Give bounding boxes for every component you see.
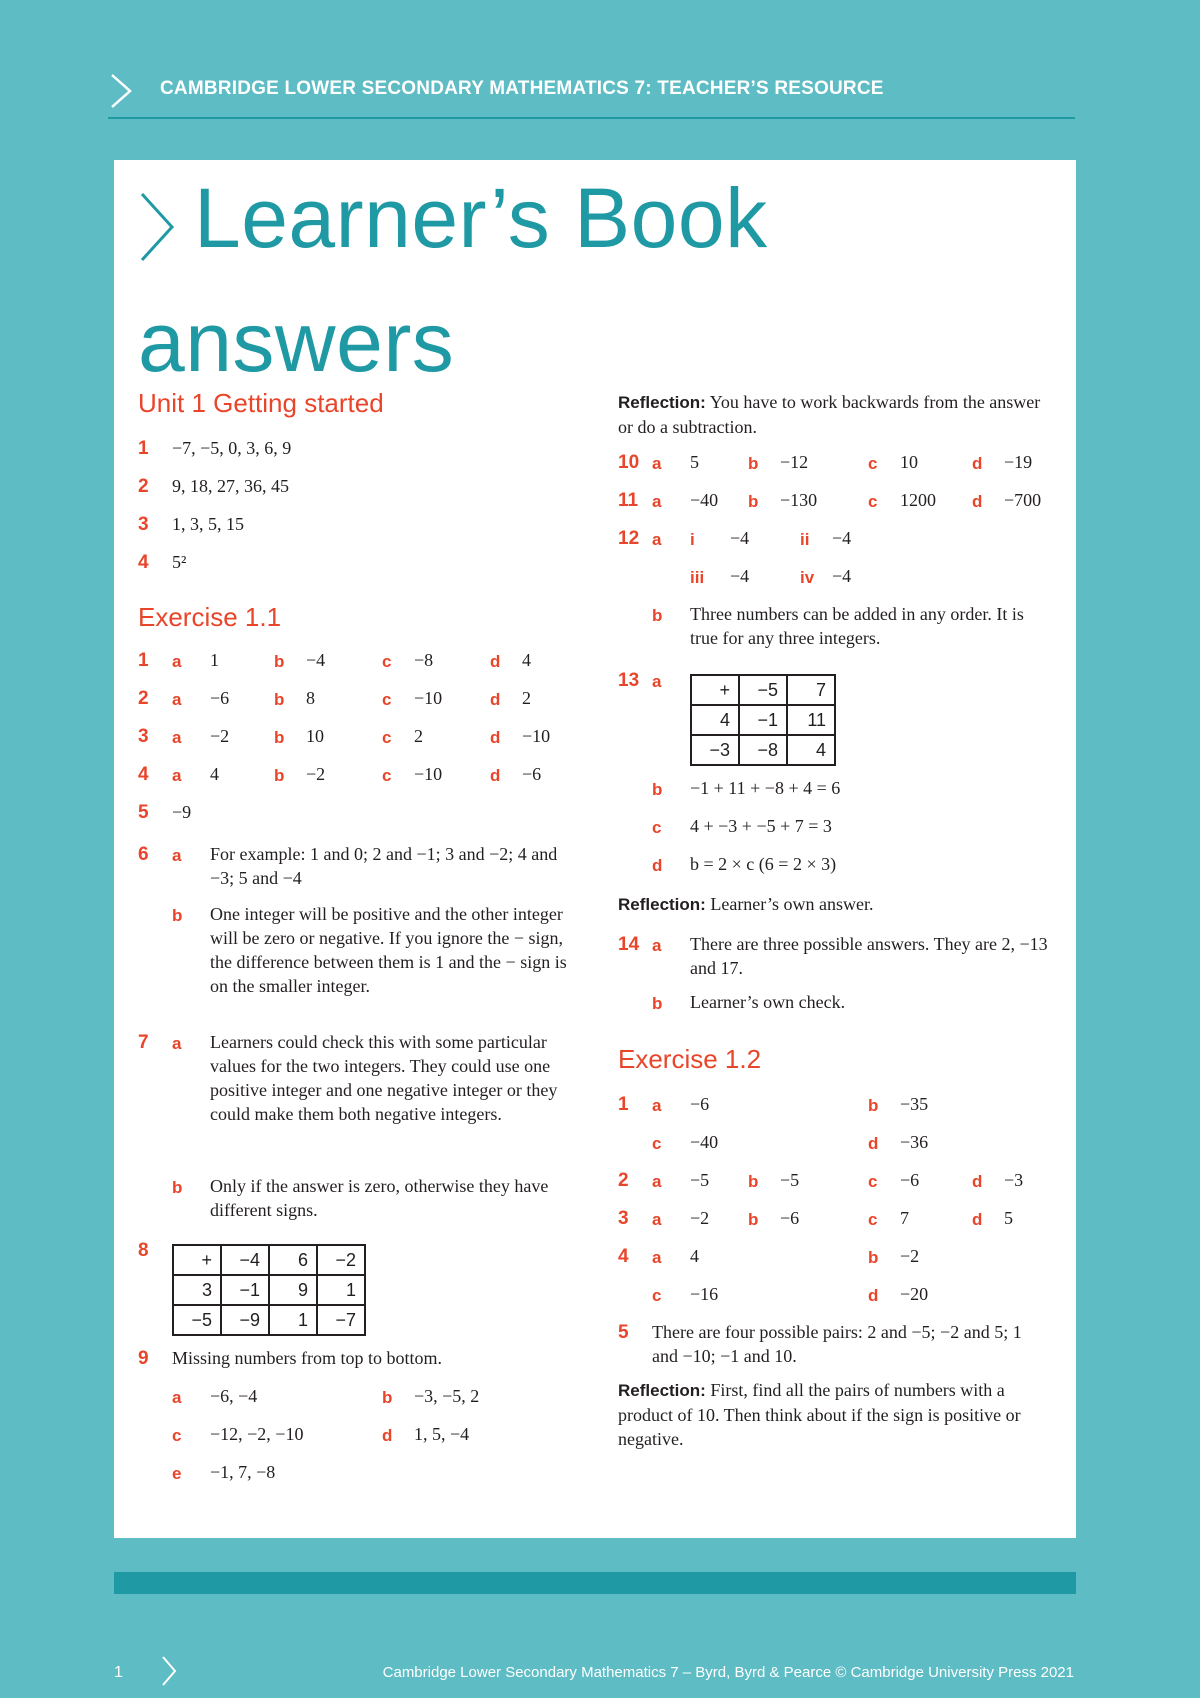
part-letter: c <box>382 766 392 785</box>
answer: −40 <box>690 490 719 510</box>
answer: −6 <box>522 764 542 784</box>
grid-cell: 3 <box>173 1275 221 1305</box>
footer-copyright: Cambridge Lower Secondary Mathematics 7 – Byrd, Byrd & Pearce © Cambridge University Press 2021 <box>382 1664 1074 1681</box>
answer: 1200 <box>900 490 936 510</box>
question-number: 2 <box>618 1170 629 1191</box>
answer: −4 <box>832 528 852 548</box>
part-letter: b <box>172 1178 183 1197</box>
part-letter: c <box>868 1172 878 1191</box>
answer: 2 <box>522 688 531 708</box>
answer: 10 <box>306 726 324 746</box>
part-letter: d <box>868 1134 879 1153</box>
answer: −8 <box>414 650 434 670</box>
part-letter: a <box>652 1210 662 1229</box>
answer: 7 <box>900 1208 909 1228</box>
grid-cell: 4 <box>787 735 835 765</box>
part-letter: d <box>490 690 501 709</box>
part-letter: d <box>382 1426 393 1445</box>
answer: 4 <box>690 1246 699 1266</box>
answer: 9, 18, 27, 36, 45 <box>172 476 289 496</box>
grid-cell: 7 <box>787 675 835 705</box>
chevron-right-icon <box>136 190 178 264</box>
part-letter: b <box>274 766 285 785</box>
question-number: 14 <box>618 934 640 955</box>
answer: −4 <box>832 566 852 586</box>
question-number: 3 <box>138 726 149 747</box>
part-letter: a <box>652 454 662 473</box>
answer-row <box>138 688 568 718</box>
answer: 4 + −3 + −5 + 7 = 3 <box>690 816 832 836</box>
grid-cell: + <box>691 675 739 705</box>
part-letter: a <box>652 1172 662 1191</box>
answer: 4 <box>522 650 531 670</box>
answer: 1, 5, −4 <box>414 1424 470 1444</box>
answer: −4 <box>306 650 326 670</box>
answer: −10 <box>414 688 443 708</box>
answer: −6 <box>780 1208 800 1228</box>
part-letter: a <box>652 936 662 955</box>
reflection <box>618 390 1048 439</box>
answer: Learner’s own check. <box>690 992 846 1012</box>
answer: −6 <box>210 688 230 708</box>
exercise-heading: Exercise 1.2 <box>618 1044 762 1074</box>
question-number: 4 <box>138 552 149 573</box>
reflection-text: Learner’s own answer. <box>710 894 874 914</box>
part-letter: b <box>868 1248 879 1267</box>
addition-grid <box>690 674 836 766</box>
part-letter: c <box>868 492 878 511</box>
answer: −10 <box>414 764 443 784</box>
answer: −2 <box>210 726 230 746</box>
answer: There are three possible answers. They are 2, −13 and 17. <box>690 934 1048 978</box>
answer-row <box>618 490 1048 520</box>
part-letter: c <box>382 690 392 709</box>
part-letter: b <box>652 606 663 625</box>
part-letter: a <box>652 1248 662 1267</box>
answer: b = 2 × c (6 = 2 × 3) <box>690 854 837 874</box>
reflection-label: Reflection: <box>618 1381 706 1400</box>
part-letter: d <box>972 492 983 511</box>
part-letter: b <box>274 690 285 709</box>
part-letter: e <box>172 1464 182 1483</box>
part-letter: a <box>172 728 182 747</box>
part-numeral: iv <box>800 568 815 587</box>
grid-cell: −4 <box>221 1245 269 1275</box>
part-letter: b <box>748 454 759 473</box>
answer: −700 <box>1004 490 1042 510</box>
answer: 5 <box>690 452 699 472</box>
question-number: 2 <box>138 688 149 709</box>
addition-grid <box>172 1244 366 1336</box>
part-letter: b <box>748 1172 759 1191</box>
answer: −4 <box>730 566 750 586</box>
answer-row <box>618 1208 1048 1238</box>
part-letter: a <box>652 1096 662 1115</box>
part-letter: c <box>652 1134 662 1153</box>
answer: For example: 1 and 0; 2 and −1; 3 and −2; 4 and −3; 5 and −4 <box>210 844 558 888</box>
question-number: 1 <box>618 1094 629 1115</box>
grid-cell: 11 <box>787 705 835 735</box>
part-letter: a <box>652 492 662 511</box>
grid-cell: 6 <box>269 1245 317 1275</box>
grid-cell: −2 <box>317 1245 365 1275</box>
answer: −40 <box>690 1132 719 1152</box>
answer: −3 <box>1004 1170 1024 1190</box>
answer: −9 <box>172 802 192 822</box>
header-rule <box>108 117 1075 119</box>
footer-bar <box>114 1572 1076 1594</box>
question-number: 4 <box>618 1246 629 1267</box>
part-letter: d <box>868 1286 879 1305</box>
reflection-text: You have to work backwards from the answer or do a subtraction. <box>618 392 1041 437</box>
part-letter: a <box>172 846 182 865</box>
header-title: CAMBRIDGE LOWER SECONDARY MATHEMATICS 7: TEACHER’S RESOURCE <box>160 78 884 99</box>
part-letter: a <box>652 672 662 691</box>
part-letter: c <box>382 728 392 747</box>
question-number: 1 <box>138 650 149 671</box>
answer: −6 <box>900 1170 920 1190</box>
part-letter: a <box>172 766 182 785</box>
part-letter: d <box>490 728 501 747</box>
page-number: 1 <box>114 1664 123 1681</box>
question-number: 13 <box>618 670 640 691</box>
answer: There are four possible pairs: 2 and −5; −2 and 5; 1 and −10; −1 and 10. <box>652 1322 1022 1366</box>
part-letter: c <box>868 1210 878 1229</box>
part-letter: a <box>172 690 182 709</box>
part-letter: d <box>490 766 501 785</box>
unit-heading: Unit 1 Getting started <box>138 388 384 418</box>
part-letter: b <box>172 906 183 925</box>
chevron-right-icon <box>108 72 134 110</box>
answer: −6 <box>690 1094 710 1114</box>
answer: 5 <box>1004 1208 1013 1228</box>
answer: −20 <box>900 1284 929 1304</box>
answer: −5 <box>780 1170 800 1190</box>
grid-cell: 1 <box>269 1305 317 1335</box>
question-number: 9 <box>138 1348 149 1369</box>
question-number: 8 <box>138 1240 149 1261</box>
grid-cell: 9 <box>269 1275 317 1305</box>
question-number: 10 <box>618 452 640 473</box>
grid-cell: 4 <box>691 705 739 735</box>
part-letter: c <box>382 652 392 671</box>
reflection-text: First, find all the pairs of numbers with a product of 10. Then think about if the sign is positive or negative. <box>618 1380 1021 1449</box>
exercise-heading: Exercise 1.1 <box>138 602 282 632</box>
part-letter: b <box>652 994 663 1013</box>
answer: 1 <box>210 650 219 670</box>
part-letter: c <box>868 454 878 473</box>
answer: −2 <box>690 1208 710 1228</box>
part-letter: c <box>652 1286 662 1305</box>
part-letter: d <box>972 1172 983 1191</box>
answer: −2 <box>306 764 326 784</box>
question-number: 7 <box>138 1032 149 1053</box>
grid-cell: −1 <box>221 1275 269 1305</box>
question-number: 5 <box>618 1322 629 1343</box>
part-numeral: ii <box>800 530 810 549</box>
answer: −16 <box>690 1284 719 1304</box>
grid-cell: −9 <box>221 1305 269 1335</box>
part-letter: a <box>172 1388 182 1407</box>
answer: 10 <box>900 452 918 472</box>
part-letter: c <box>652 818 662 837</box>
part-letter: d <box>652 856 663 875</box>
grid-cell: 1 <box>317 1275 365 1305</box>
question-number: 4 <box>138 764 149 785</box>
reflection-label: Reflection: <box>618 393 706 412</box>
answer: −36 <box>900 1132 929 1152</box>
page-title: Learner’s Book <box>194 171 768 265</box>
content-panel <box>114 160 1076 1538</box>
question-number: 3 <box>138 514 149 535</box>
answer: −3, −5, 2 <box>414 1386 480 1406</box>
answer-row <box>138 764 568 794</box>
answer: 1, 3, 5, 15 <box>172 514 244 534</box>
answer: −7, −5, 0, 3, 6, 9 <box>172 438 292 458</box>
part-letter: b <box>748 1210 759 1229</box>
reflection-label: Reflection: <box>618 895 706 914</box>
answer: −2 <box>900 1246 920 1266</box>
part-letter: b <box>382 1388 393 1407</box>
answer: −19 <box>1004 452 1033 472</box>
answer-row <box>618 1170 1048 1200</box>
answer: −12, −2, −10 <box>210 1424 304 1444</box>
answer-row <box>618 452 1048 482</box>
part-letter: c <box>172 1426 182 1445</box>
answer: −12 <box>780 452 809 472</box>
reflection <box>618 1378 1048 1451</box>
answer-row <box>138 650 568 680</box>
answer: −1, 7, −8 <box>210 1462 276 1482</box>
grid-cell: −8 <box>739 735 787 765</box>
part-numeral: i <box>690 530 695 549</box>
answer: Only if the answer is zero, otherwise they have different signs. <box>210 1176 549 1220</box>
part-letter: d <box>972 454 983 473</box>
answer: −35 <box>900 1094 929 1114</box>
grid-cell: −3 <box>691 735 739 765</box>
answer: Missing numbers from top to bottom. <box>172 1348 442 1368</box>
grid-cell: −5 <box>739 675 787 705</box>
part-letter: a <box>172 1034 182 1053</box>
grid-cell: −1 <box>739 705 787 735</box>
answer: −6, −4 <box>210 1386 258 1406</box>
answer: 5² <box>172 552 187 572</box>
question-number: 1 <box>138 438 149 459</box>
chevron-right-icon <box>160 1654 178 1688</box>
answer: −5 <box>690 1170 710 1190</box>
answer: −130 <box>780 490 818 510</box>
part-letter: b <box>274 652 285 671</box>
question-number: 5 <box>138 802 149 823</box>
grid-cell: −5 <box>173 1305 221 1335</box>
question-number: 6 <box>138 844 149 865</box>
answer: Learners could check this with some particular values for the two integers. They could use one positive integer and one negative integer or they could make them both negative integers. <box>210 1032 558 1124</box>
answer: −4 <box>730 528 750 548</box>
reflection <box>618 892 1048 917</box>
part-letter: a <box>172 652 182 671</box>
grid-cell: −7 <box>317 1305 365 1335</box>
part-letter: a <box>652 530 662 549</box>
part-letter: b <box>868 1096 879 1115</box>
answer: 2 <box>414 726 423 746</box>
question-number: 3 <box>618 1208 629 1229</box>
part-numeral: iii <box>690 568 705 587</box>
part-letter: d <box>972 1210 983 1229</box>
part-letter: b <box>748 492 759 511</box>
question-number: 12 <box>618 528 640 549</box>
answer: −1 + 11 + −8 + 4 = 6 <box>690 778 841 798</box>
part-letter: b <box>652 780 663 799</box>
answer: Three numbers can be added in any order. It is true for any three integers. <box>690 604 1024 648</box>
answer-row <box>138 726 568 756</box>
question-number: 11 <box>618 490 639 511</box>
answer: 8 <box>306 688 315 708</box>
answer: One integer will be positive and the other integer will be zero or negative. If you ignore the − sign, the difference between them is 1 and the − sign is on the smaller integer. <box>210 904 567 996</box>
answer: 4 <box>210 764 219 784</box>
part-letter: b <box>274 728 285 747</box>
grid-cell: + <box>173 1245 221 1275</box>
answer: −10 <box>522 726 551 746</box>
page-title-line2: answers <box>138 295 455 389</box>
part-letter: d <box>490 652 501 671</box>
question-number: 2 <box>138 476 149 497</box>
